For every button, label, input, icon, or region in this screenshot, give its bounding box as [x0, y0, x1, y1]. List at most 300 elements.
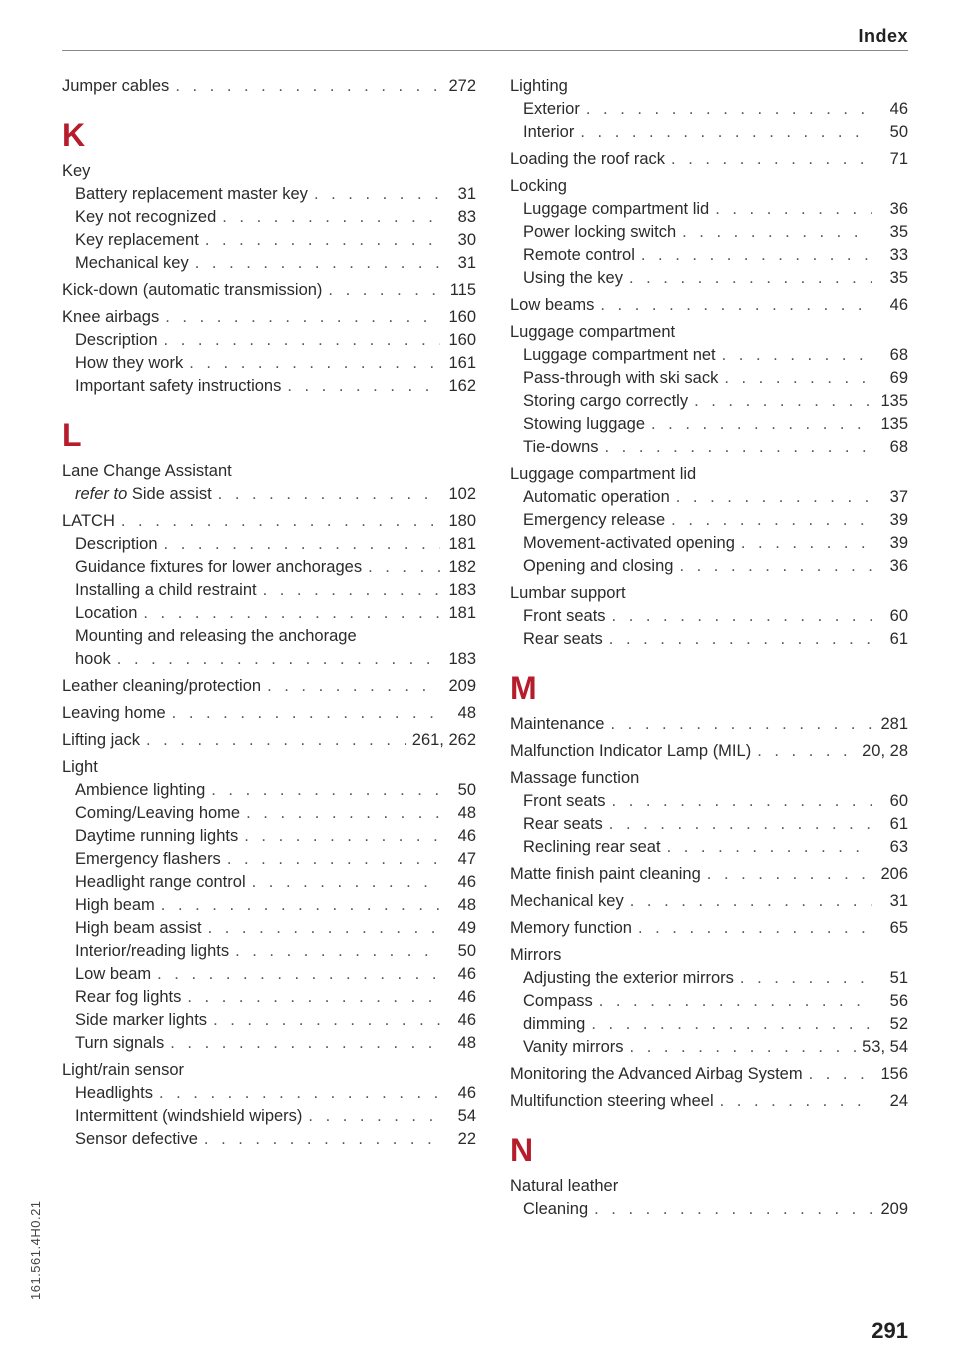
entry-label-group: [75, 482, 212, 507]
index-entry: [62, 728, 476, 753]
entry-label: Maintenance: [510, 715, 605, 733]
entry-label: Headlights: [75, 1084, 153, 1102]
entry-label: Stowing luggage: [523, 415, 646, 433]
index-entry: [62, 205, 476, 230]
entry-label: Turn signals: [75, 1034, 165, 1052]
dot-leader: [694, 389, 872, 414]
entry-page-ref: 156: [880, 1065, 908, 1083]
cross-reference-prefix: refer to: [75, 485, 128, 503]
dot-leader: [314, 182, 440, 207]
entry-label: Key: [62, 162, 91, 180]
index-entry: [62, 916, 476, 941]
index-heading: [510, 174, 908, 199]
dot-leader: [117, 647, 440, 672]
entry-label: Movement-activated opening: [523, 534, 735, 552]
index-heading: [510, 581, 908, 606]
index-entry: [62, 778, 476, 803]
entry-page-ref: 46: [457, 1084, 476, 1102]
entry-label: Important safety instructions: [75, 377, 282, 395]
dot-leader: [586, 97, 872, 122]
index-entry: [62, 1081, 476, 1106]
entry-page-ref: 183: [448, 650, 476, 668]
dot-leader: [667, 835, 872, 860]
entry-label: Ambience lighting: [75, 781, 206, 799]
index-entry: [62, 351, 476, 376]
entry-page-ref: 31: [457, 185, 476, 203]
entry-label: Pass-through with ski sack: [523, 369, 719, 387]
dot-leader: [222, 205, 440, 230]
index-entry: [62, 647, 476, 672]
index-entry: [62, 374, 476, 399]
dot-leader: [594, 1197, 872, 1222]
entry-page-ref: 56: [889, 992, 908, 1010]
dot-leader: [612, 604, 872, 629]
entry-label: Daytime running lights: [75, 827, 239, 845]
entry-label: Key not recognized: [75, 208, 217, 226]
index-entry: [62, 251, 476, 276]
index-heading: [62, 1058, 476, 1083]
document-code: 161.561.4H0.21: [28, 1200, 43, 1300]
index-entry: [510, 243, 908, 268]
entry-label: Knee airbags: [62, 308, 160, 326]
entry-label: Luggage compartment lid: [510, 465, 697, 483]
entry-label: Massage function: [510, 769, 640, 787]
entry-label: Rear fog lights: [75, 988, 182, 1006]
dot-leader: [189, 351, 440, 376]
dot-leader: [227, 847, 440, 872]
dot-leader: [740, 966, 872, 991]
entry-label: Key replacement: [75, 231, 199, 249]
dot-leader: [720, 1089, 872, 1114]
entry-label: Adjusting the exterior mirrors: [523, 969, 734, 987]
entry-label: Sensor defective: [75, 1130, 198, 1148]
dot-leader: [246, 801, 440, 826]
index-heading: [510, 320, 908, 345]
entry-label: Light/rain sensor: [62, 1061, 184, 1079]
entry-label: Side assist: [131, 485, 212, 503]
index-entry: [510, 862, 908, 887]
entry-page-ref: 46: [457, 988, 476, 1006]
entry-label: Opening and closing: [523, 557, 674, 575]
index-entry: [510, 508, 908, 533]
entry-page-ref: 31: [457, 254, 476, 272]
entry-label: High beam assist: [75, 919, 202, 937]
index-entry: [62, 1031, 476, 1056]
index-entry: [62, 482, 476, 507]
dot-leader: [308, 1104, 440, 1129]
entry-page-ref: 33: [889, 246, 908, 264]
entry-page-ref: 272: [448, 77, 476, 95]
entry-label: Headlight range control: [75, 873, 246, 891]
index-column-left: [62, 72, 476, 1152]
entry-page-ref: 281: [880, 715, 908, 733]
index-entry: [510, 739, 908, 764]
entry-label: Rear seats: [523, 815, 603, 833]
dot-leader: [671, 147, 872, 172]
entry-page-ref: 68: [889, 438, 908, 456]
dot-leader: [682, 220, 872, 245]
entry-page-ref: 39: [889, 534, 908, 552]
entry-page-ref: 48: [457, 804, 476, 822]
entry-label: Coming/Leaving home: [75, 804, 241, 822]
index-entry: [62, 578, 476, 603]
dot-leader: [263, 578, 440, 603]
entry-label: Emergency flashers: [75, 850, 221, 868]
index-entry: [510, 366, 908, 391]
entry-label: Low beam: [75, 965, 152, 983]
dot-leader: [204, 1127, 440, 1152]
dot-leader: [724, 366, 872, 391]
dot-leader: [195, 251, 440, 276]
entry-label: Mechanical key: [75, 254, 189, 272]
index-entry: [62, 1104, 476, 1129]
entry-page-ref: 52: [889, 1015, 908, 1033]
index-entry: [62, 870, 476, 895]
dot-leader: [328, 278, 440, 303]
index-entry: [62, 801, 476, 826]
index-entry: [62, 674, 476, 699]
index-entry: [62, 182, 476, 207]
index-entry: [510, 266, 908, 291]
index-entry: [510, 343, 908, 368]
index-entry: [62, 893, 476, 918]
dot-leader: [600, 293, 872, 318]
entry-page-ref: 135: [880, 392, 908, 410]
dot-leader: [208, 916, 440, 941]
index-entry: [510, 889, 908, 914]
dot-leader: [610, 712, 872, 737]
entry-page-ref: 37: [889, 488, 908, 506]
entry-label: Light: [62, 758, 98, 776]
index-entry: [62, 74, 476, 99]
index-entry: [510, 120, 908, 145]
page-header-title: Index: [858, 26, 908, 46]
index-entry: [510, 627, 908, 652]
dot-leader: [638, 916, 872, 941]
index-entry: [510, 97, 908, 122]
dot-leader: [175, 74, 440, 99]
index-column-right: [510, 72, 908, 1222]
entry-label: Description: [75, 535, 158, 553]
entry-page-ref: 46: [457, 1011, 476, 1029]
entry-label: Front seats: [523, 607, 606, 625]
entry-label: Cleaning: [523, 1200, 589, 1218]
dot-leader: [629, 266, 872, 291]
entry-label: Leaving home: [62, 704, 166, 722]
index-entry: [510, 966, 908, 991]
index-entry: [62, 228, 476, 253]
dot-leader: [252, 870, 440, 895]
index-entry: [62, 305, 476, 330]
dot-leader: [161, 893, 440, 918]
index-entry: [510, 604, 908, 629]
dot-leader: [287, 374, 440, 399]
index-section-letter: K: [62, 117, 86, 153]
entry-label: Multifunction steering wheel: [510, 1092, 714, 1110]
entry-page-ref: 209: [448, 677, 476, 695]
entry-page-ref: 22: [457, 1130, 476, 1148]
entry-label: Luggage compartment: [510, 323, 676, 341]
index-entry: [62, 824, 476, 849]
dot-leader: [244, 824, 440, 849]
dot-leader: [146, 728, 406, 753]
dot-leader: [213, 1008, 440, 1033]
dot-leader: [157, 962, 440, 987]
entry-label: Interior: [523, 123, 575, 141]
entry-page-ref: 24: [889, 1092, 908, 1110]
index-entry: [510, 835, 908, 860]
entry-page-ref: 261, 262: [411, 731, 476, 749]
index-heading: [62, 755, 476, 780]
entry-page-ref: 51: [889, 969, 908, 987]
dot-leader: [164, 328, 440, 353]
dot-leader: [651, 412, 872, 437]
entry-label: Compass: [523, 992, 593, 1010]
dot-leader: [143, 601, 440, 626]
header-rule: [62, 50, 908, 51]
dot-leader: [172, 701, 440, 726]
dot-leader: [187, 985, 440, 1010]
entry-page-ref: 50: [889, 123, 908, 141]
dot-leader: [609, 812, 872, 837]
entry-page-ref: 83: [457, 208, 476, 226]
entry-page-ref: 54: [457, 1107, 476, 1125]
entry-label: Emergency release: [523, 511, 666, 529]
entry-page-ref: 31: [889, 892, 908, 910]
entry-page-ref: 60: [889, 607, 908, 625]
entry-label: Remote control: [523, 246, 635, 264]
index-entry: [510, 1197, 908, 1222]
entry-label: Luggage compartment lid: [523, 200, 710, 218]
entry-label: Location: [75, 604, 138, 622]
index-entry: [510, 531, 908, 556]
dot-leader: [121, 509, 440, 534]
entry-label: Side marker lights: [75, 1011, 208, 1029]
index-entry: [62, 278, 476, 303]
index-entry: [510, 916, 908, 941]
entry-page-ref: 61: [889, 815, 908, 833]
dot-leader: [170, 1031, 440, 1056]
entry-label: LATCH: [62, 512, 115, 530]
entry-label: Leather cleaning/protection: [62, 677, 262, 695]
entry-page-ref: 209: [880, 1200, 908, 1218]
entry-label: Exterior: [523, 100, 580, 118]
dot-leader: [671, 508, 872, 533]
entry-label: Mounting and releasing the anchorage: [75, 627, 357, 645]
entry-page-ref: 46: [457, 965, 476, 983]
index-entry: [510, 197, 908, 222]
entry-label: Kick-down (automatic transmission): [62, 281, 323, 299]
entry-label: Storing cargo correctly: [523, 392, 689, 410]
entry-label: Battery replacement master key: [75, 185, 308, 203]
entry-page-ref: 48: [457, 896, 476, 914]
index-entry: [62, 1127, 476, 1152]
entry-page-ref: 135: [880, 415, 908, 433]
index-entry: [62, 509, 476, 534]
index-heading: [510, 943, 908, 968]
index-entry: [62, 701, 476, 726]
dot-leader: [205, 228, 440, 253]
entry-page-ref: 181: [448, 535, 476, 553]
dot-leader: [679, 554, 872, 579]
dot-leader: [368, 555, 440, 580]
entry-label: Front seats: [523, 792, 606, 810]
index-entry: [62, 847, 476, 872]
index-entry: [510, 147, 908, 172]
entry-page-ref: 36: [889, 557, 908, 575]
entry-page-ref: 35: [889, 269, 908, 287]
entry-page-ref: 50: [457, 781, 476, 799]
entry-page-ref: 160: [448, 308, 476, 326]
dot-leader: [676, 485, 872, 510]
entry-page-ref: 160: [448, 331, 476, 349]
dot-leader: [630, 889, 872, 914]
entry-page-ref: 102: [448, 485, 476, 503]
entry-label: How they work: [75, 354, 184, 372]
dot-leader: [164, 532, 440, 557]
entry-label: Monitoring the Advanced Airbag System: [510, 1065, 803, 1083]
dot-leader: [591, 1012, 872, 1037]
entry-page-ref: 53, 54: [862, 1038, 908, 1056]
entry-page-ref: 161: [448, 354, 476, 372]
entry-page-ref: 181: [448, 604, 476, 622]
index-entry: [62, 985, 476, 1010]
entry-page-ref: 182: [448, 558, 476, 576]
entry-label: Using the key: [523, 269, 623, 287]
entry-label: Power locking switch: [523, 223, 677, 241]
index-entry: [510, 435, 908, 460]
entry-page-ref: 46: [889, 296, 908, 314]
index-heading: [510, 1174, 908, 1199]
entry-page-ref: 115: [449, 281, 476, 299]
index-entry: [62, 939, 476, 964]
entry-label: Malfunction Indicator Lamp (MIL): [510, 742, 752, 760]
entry-label: Luggage compartment net: [523, 346, 716, 364]
entry-page-ref: 71: [889, 150, 908, 168]
entry-page-ref: 36: [889, 200, 908, 218]
entry-label: Memory function: [510, 919, 632, 937]
entry-label: Installing a child restraint: [75, 581, 257, 599]
entry-label: Rear seats: [523, 630, 603, 648]
entry-label: Reclining rear seat: [523, 838, 661, 856]
index-heading: [510, 74, 908, 99]
entry-label: Mechanical key: [510, 892, 624, 910]
entry-label: dimming: [523, 1015, 586, 1033]
index-heading: [510, 462, 908, 487]
page-number: 291: [871, 1318, 908, 1343]
dot-leader: [218, 482, 440, 507]
entry-label: Lane Change Assistant: [62, 462, 232, 480]
entry-page-ref: 63: [889, 838, 908, 856]
index-entry: [510, 1062, 908, 1087]
entry-page-ref: 48: [457, 704, 476, 722]
dot-leader: [641, 243, 872, 268]
index-entry: [62, 1008, 476, 1033]
entry-page-ref: 39: [889, 511, 908, 529]
index-entry: [62, 601, 476, 626]
entry-label: Automatic operation: [523, 488, 670, 506]
entry-label: Loading the roof rack: [510, 150, 666, 168]
entry-page-ref: 20, 28: [862, 742, 908, 760]
entry-label: Intermittent (windshield wipers): [75, 1107, 303, 1125]
entry-label: Lifting jack: [62, 731, 140, 749]
entry-label: Jumper cables: [62, 77, 170, 95]
entry-page-ref: 49: [457, 919, 476, 937]
entry-page-ref: 68: [889, 346, 908, 364]
entry-page-ref: 69: [889, 369, 908, 387]
dot-leader: [809, 1062, 872, 1087]
entry-label: hook: [75, 650, 111, 668]
dot-leader: [580, 120, 872, 145]
index-section-letter: N: [510, 1132, 534, 1168]
index-section-letter: M: [510, 670, 537, 706]
index-section-letter: L: [62, 417, 82, 453]
entry-label: Matte finish paint cleaning: [510, 865, 701, 883]
index-entry: [510, 789, 908, 814]
index-entry: [62, 328, 476, 353]
entry-label: Guidance fixtures for lower anchorages: [75, 558, 363, 576]
entry-page-ref: 183: [448, 581, 476, 599]
dot-leader: [599, 989, 872, 1014]
entry-page-ref: 48: [457, 1034, 476, 1052]
entry-label: Locking: [510, 177, 567, 195]
index-entry: [510, 989, 908, 1014]
entry-page-ref: 46: [457, 827, 476, 845]
entry-label: Description: [75, 331, 158, 349]
index-entry: [510, 1012, 908, 1037]
dot-leader: [159, 1081, 440, 1106]
index-entry: [62, 962, 476, 987]
entry-page-ref: 46: [457, 873, 476, 891]
entry-page-ref: 61: [889, 630, 908, 648]
index-entry: [510, 389, 908, 414]
entry-page-ref: 162: [448, 377, 476, 395]
entry-page-ref: 46: [889, 100, 908, 118]
entry-page-ref: 65: [889, 919, 908, 937]
dot-leader: [612, 789, 872, 814]
entry-page-ref: 47: [457, 850, 476, 868]
entry-label: High beam: [75, 896, 155, 914]
entry-label: Vanity mirrors: [523, 1038, 624, 1056]
index-entry: [510, 554, 908, 579]
index-entry: [62, 532, 476, 557]
index-entry: [510, 220, 908, 245]
entry-label: Interior/reading lights: [75, 942, 230, 960]
dot-leader: [715, 197, 872, 222]
dot-leader: [211, 778, 440, 803]
index-entry: [510, 293, 908, 318]
index-entry: [62, 555, 476, 580]
dot-leader: [707, 862, 872, 887]
dot-leader: [741, 531, 872, 556]
entry-page-ref: 206: [880, 865, 908, 883]
entry-label: Lighting: [510, 77, 568, 95]
index-entry: [510, 1035, 908, 1060]
dot-leader: [267, 674, 440, 699]
index-heading: [62, 459, 476, 484]
entry-page-ref: 50: [457, 942, 476, 960]
index-entry: [510, 1089, 908, 1114]
index-entry: [62, 624, 476, 649]
entry-page-ref: 30: [457, 231, 476, 249]
dot-leader: [630, 1035, 857, 1060]
entry-label: Tie-downs: [523, 438, 599, 456]
dot-leader: [165, 305, 440, 330]
entry-label: Natural leather: [510, 1177, 619, 1195]
entry-label: Mirrors: [510, 946, 562, 964]
index-heading: [62, 159, 476, 184]
entry-page-ref: 35: [889, 223, 908, 241]
